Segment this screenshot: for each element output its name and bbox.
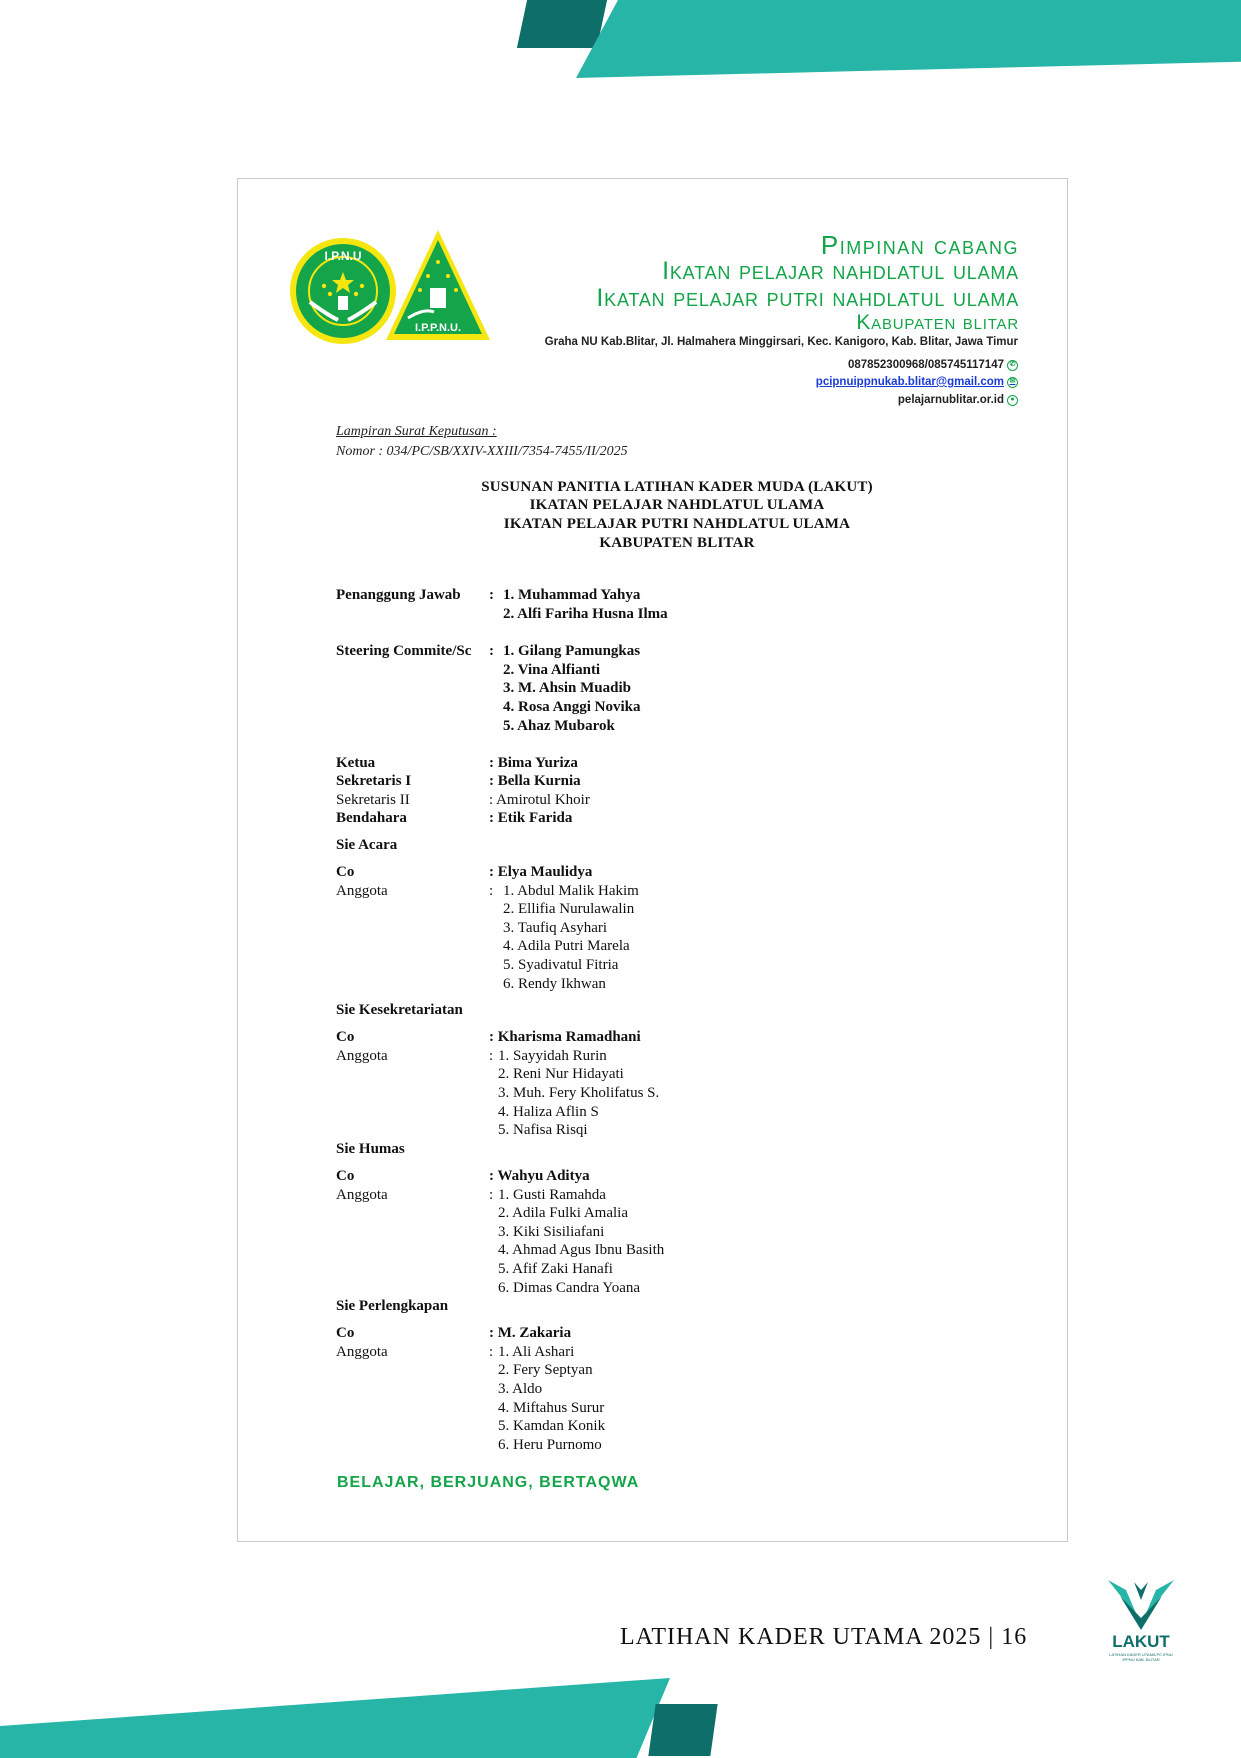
footer-divider: |: [988, 1624, 995, 1650]
anggota-label: Anggota: [336, 1187, 388, 1203]
section-title: Sie Humas: [336, 1141, 405, 1157]
motto: BELAJAR, BERJUANG, BERTAQWA: [337, 1474, 640, 1491]
pj-label: Penanggung Jawab: [336, 587, 461, 603]
member: 1. Sayyidah Rurin: [498, 1048, 607, 1064]
anggota-colon: :: [489, 1187, 494, 1203]
sc-member: 2. Vina Alfianti: [503, 662, 601, 678]
ketua-value: : Bima Yuriza: [489, 755, 578, 771]
member: 3. Muh. Fery Kholifatus S.: [498, 1085, 660, 1101]
anggota-label: Anggota: [336, 1048, 388, 1064]
member: 5. Afif Zaki Hanafi: [498, 1261, 613, 1277]
sekretaris1-value: : Bella Kurnia: [489, 773, 581, 789]
co-value: : M. Zakaria: [489, 1325, 572, 1341]
top-decoration-teal: [576, 0, 1241, 78]
contact-website: [898, 394, 1018, 406]
pj-colon: :: [489, 587, 494, 603]
svg-text:I.P.P.N.U.: I.P.P.N.U.: [414, 322, 462, 334]
bottom-decoration-teal: [0, 1678, 670, 1758]
anggota-colon: :: [489, 883, 494, 899]
co-value: : Wahyu Aditya: [489, 1168, 590, 1184]
doc-title-line-3: IKATAN PELAJAR PUTRI NAHDLATUL ULAMA: [503, 516, 851, 532]
ippnu-logo: [384, 228, 492, 344]
bendahara-label: Bendahara: [336, 810, 407, 826]
doc-title-line-2: IKATAN PELAJAR NAHDLATUL ULAMA: [529, 497, 825, 513]
page-footer: [620, 1624, 1027, 1651]
section-title: Sie Kesekretariatan: [336, 1002, 463, 1018]
phone-text: 087852300968/085745117147: [847, 359, 1004, 371]
co-label: Co: [336, 1168, 355, 1184]
lakut-logo-subtext: LATIHAN KADER UTAMA PC IPNU IPPNU KAB. BLITAR: [1109, 1652, 1173, 1662]
globe-icon: ●: [1007, 395, 1018, 406]
footer-text: LATIHAN KADER UTAMA 2025: [620, 1624, 982, 1650]
member: 2. Reni Nur Hidayati: [498, 1066, 624, 1082]
lakut-logo-text: LAKUT: [1112, 1632, 1170, 1651]
lampiran-label: Lampiran Surat Keputusan :: [336, 424, 497, 439]
member: 2. Adila Fulki Amalia: [498, 1205, 628, 1221]
sc-member: 5. Ahaz Mubarok: [503, 718, 615, 734]
co-value: : Kharisma Ramadhani: [489, 1029, 641, 1045]
email-link[interactable]: pcipnuippnukab.blitar@gmail.com: [815, 376, 1004, 388]
doc-title-line-1: SUSUNAN PANITIA LATIHAN KADER MUDA (LAKUT): [481, 479, 873, 495]
member: 3. Kiki Sisiliafani: [498, 1224, 605, 1240]
doc-title-line-4: KABUPATEN BLITAR: [599, 535, 755, 551]
sc-member: 1. Gilang Pamungkas: [503, 643, 641, 659]
bendahara-value: : Etik Farida: [489, 810, 573, 826]
member: 6. Heru Purnomo: [498, 1437, 602, 1453]
member: 1. Ali Ashari: [498, 1344, 575, 1360]
member: 2. Ellifia Nurulawalin: [503, 901, 635, 917]
pj-member: 2. Alfi Fariha Husna Ilma: [503, 606, 668, 622]
member: 5. Kamdan Konik: [498, 1418, 606, 1434]
lampiran-nomor: Nomor : 034/PC/SB/XXIV-XXIII/7354-7455/II/2025: [336, 444, 628, 459]
member: 4. Ahmad Agus Ibnu Basith: [498, 1242, 665, 1258]
letterhead-line-1: Pimpinan cabang: [820, 230, 1019, 260]
sekretaris1-label: Sekretaris I: [336, 773, 412, 789]
sc-label: Steering Commite/Sc: [336, 643, 472, 659]
member: 2. Fery Septyan: [498, 1362, 593, 1378]
co-label: Co: [336, 1325, 355, 1341]
anggota-colon: :: [489, 1048, 494, 1064]
email-icon: ✉: [1007, 377, 1018, 388]
contact-phone: [848, 359, 1018, 371]
letterhead-line-4: Kabupaten blitar: [856, 311, 1019, 334]
whatsapp-icon: ✆: [1007, 360, 1018, 371]
anggota-label: Anggota: [336, 883, 388, 899]
sekretaris2-value: : Amirotul Khoir: [489, 792, 590, 808]
member: 6. Dimas Candra Yoana: [498, 1280, 641, 1296]
sc-colon: :: [489, 643, 494, 659]
member: 5. Syadivatul Fitria: [503, 957, 619, 973]
page-number: 16: [1001, 1624, 1028, 1650]
pj-member: 1. Muhammad Yahya: [503, 587, 641, 603]
sc-member: 4. Rosa Anggi Novika: [503, 699, 641, 715]
anggota-label: Anggota: [336, 1344, 388, 1360]
svg-text:I.P.N.U: I.P.N.U: [324, 249, 362, 263]
anggota-colon: :: [489, 1344, 494, 1360]
member: 6. Rendy Ikhwan: [503, 976, 606, 992]
co-label: Co: [336, 1029, 355, 1045]
letterhead-line-2: Ikatan pelajar nahdlatul ulama: [662, 257, 1019, 285]
member: 5. Nafisa Risqi: [498, 1122, 588, 1138]
ketua-label: Ketua: [336, 755, 376, 771]
member: 1. Abdul Malik Hakim: [503, 883, 639, 899]
top-decoration-dark: [517, 0, 607, 48]
website-text: pelajarnublitar.or.id: [897, 394, 1004, 406]
ipnu-logo: [288, 236, 398, 346]
letterhead-line-3: Ikatan pelajar putri nahdlatul ulama: [596, 284, 1019, 312]
member: 4. Miftahus Surur: [498, 1400, 605, 1416]
lakut-logo-icon: [1104, 1578, 1178, 1634]
co-label: Co: [336, 864, 355, 880]
section-title: Sie Perlengkapan: [336, 1298, 449, 1314]
bottom-decoration-dark: [648, 1704, 717, 1756]
contact-email[interactable]: [816, 376, 1018, 388]
member: 1. Gusti Ramahda: [498, 1187, 606, 1203]
sekretaris2-label: Sekretaris II: [336, 792, 410, 808]
member: 3. Taufiq Asyhari: [503, 920, 608, 936]
section-title: Sie Acara: [336, 837, 398, 853]
member: 3. Aldo: [498, 1381, 543, 1397]
member: 4. Adila Putri Marela: [503, 938, 630, 954]
member: 4. Haliza Aflin S: [498, 1104, 599, 1120]
co-value: : Elya Maulidya: [489, 864, 593, 880]
sc-member: 3. M. Ahsin Muadib: [503, 680, 631, 696]
letterhead-address: Graha NU Kab.Blitar, Jl. Halmahera Minggirsari, Kec. Kanigoro, Kab. Blitar, Jawa Timur: [544, 336, 1018, 348]
